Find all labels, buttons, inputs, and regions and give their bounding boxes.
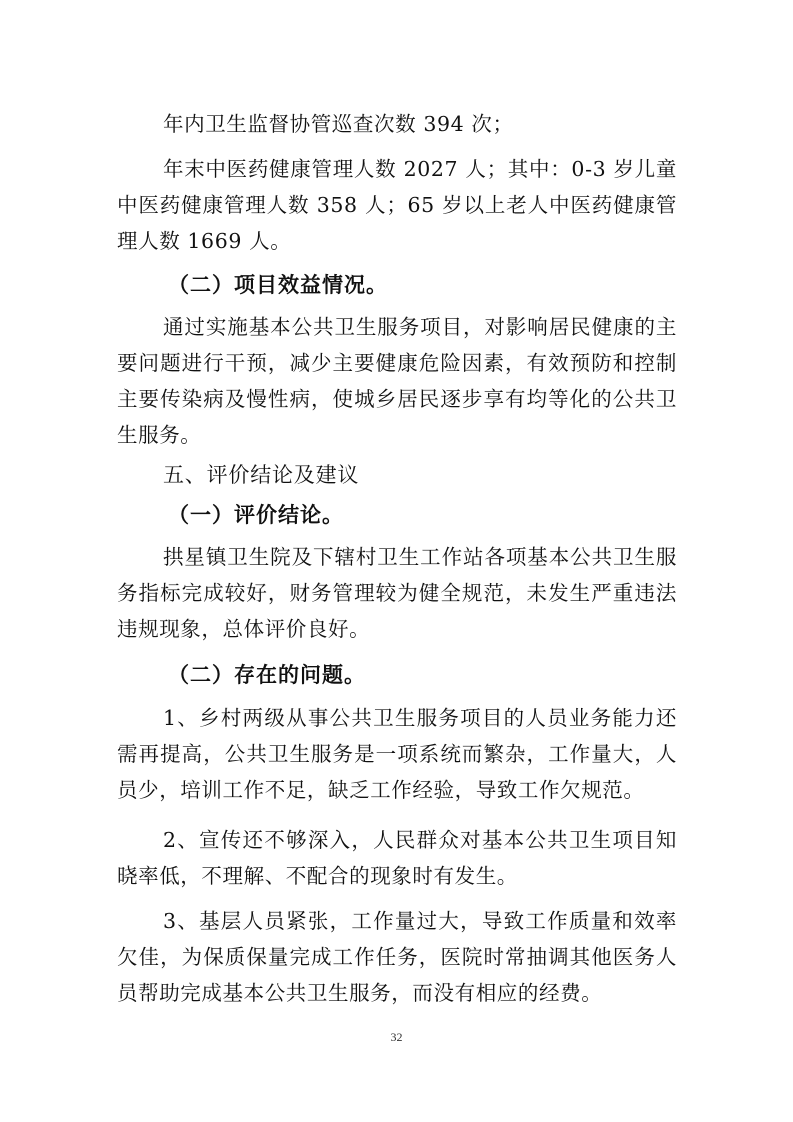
heading-evaluation-conclusion: （一）评价结论。 <box>168 503 344 527</box>
page-number: 32 <box>390 1030 403 1044</box>
heading-project-benefits: （二）项目效益情况。 <box>168 273 388 297</box>
paragraph-project-benefits: 通过实施基本公共卫生服务项目，对影响居民健康的主要问题进行干预，减少主要健康危险因素，有效预防和控制 主要传染病及慢性病，使城乡居民逐步享有均等化的公共卫生服务。 <box>117 315 677 447</box>
paragraph-tcm-health-management: 年末中医药健康管理人数 2027 人；其中：0-3 岁儿童中医药健康管理人数 358 人；65 岁以上老人中医药健康管理人数 1669 人。 <box>117 157 677 253</box>
paragraph-problem-2: 2、宣传还不够深入，人民群众对基本公共卫生项目知晓率低，不理解、不配合的现象时有发生。 <box>117 828 677 888</box>
heading-evaluation-conclusion-suggestions: 五、评价结论及建议 <box>163 463 360 487</box>
paragraph-evaluation-conclusion: 拱星镇卫生院及下辖村卫生工作站各项基本公共卫生服务指标完成较好，财务管理较为健全规范，未发生严重违法违规现象，总体评价良好。 <box>117 545 677 641</box>
heading-existing-problems: （二）存在的问题。 <box>168 663 366 687</box>
paragraph-supervision-inspections: 年内卫生监督协管巡查次数 394 次； <box>163 112 514 136</box>
paragraph-problem-3: 3、基层人员紧张，工作量过大，导致工作质量和效率欠佳，为保质保量完成工作任务，医院时常抽调其他医务人员帮助完成基本公共卫生服务，而没有相应的经费。 <box>117 909 677 1005</box>
paragraph-problem-1: 1、乡村两级从事公共卫生服务项目的人员业务能力还需再提高，公共卫生服务是一项系统而繁杂，工作量大，人 员少，培训工作不足，缺乏工作经验，导致工作欠规范。 <box>117 706 677 802</box>
